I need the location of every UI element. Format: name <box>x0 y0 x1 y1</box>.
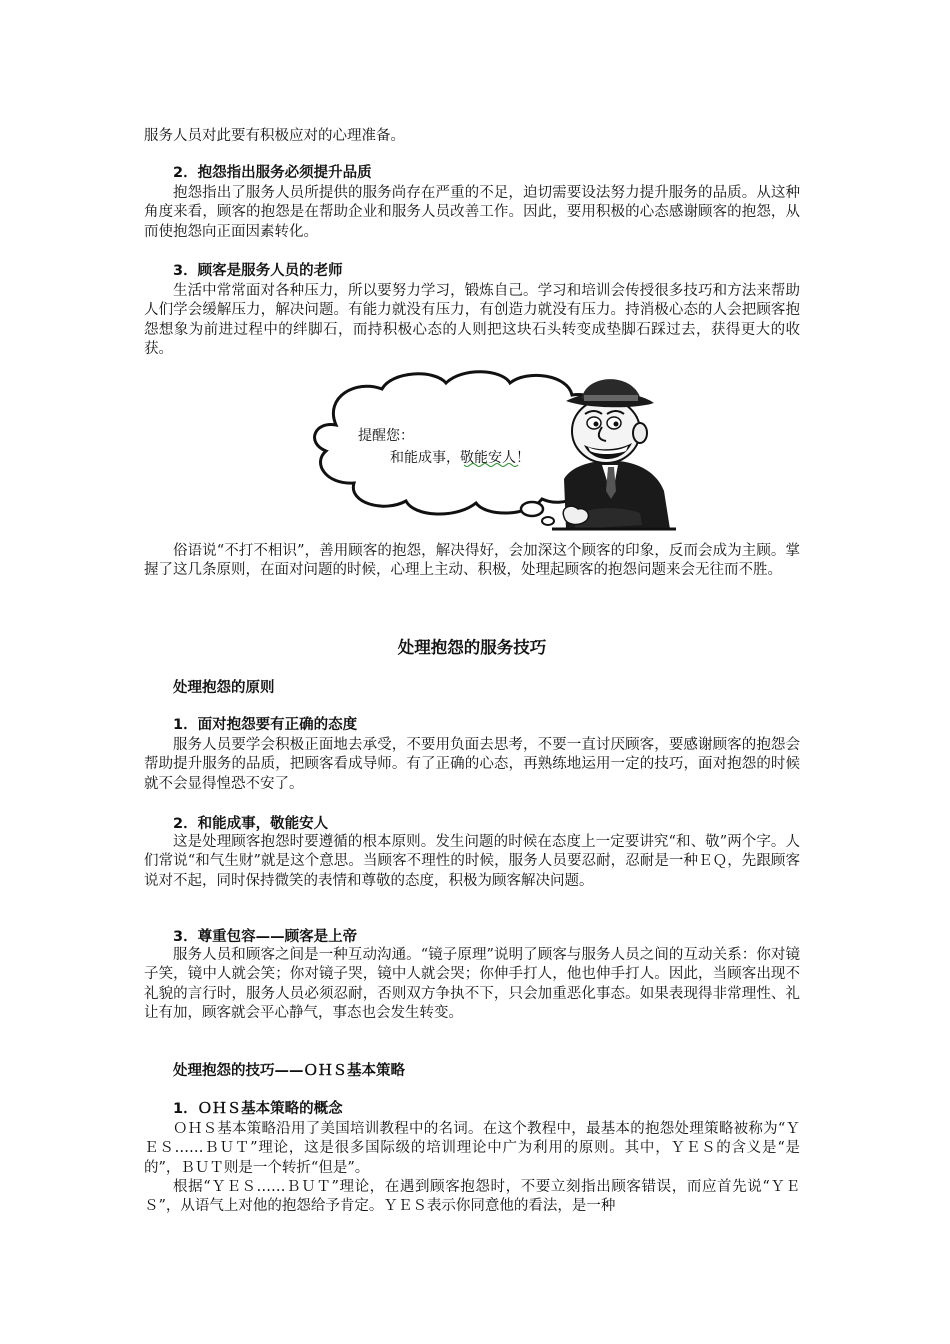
intro-line: 服务人员对此要有积极应对的心理准备。 <box>144 128 405 144</box>
reminder-figure <box>296 367 688 535</box>
ohs-concept-heading: 1．ＯＨＳ基本策略的概念 <box>173 1101 343 1117</box>
principle-1-body: 服务人员要学会积极正面地去承受，不要用负面去思考，不要一直讨厌顾客，要感谢顾客的抱怨会帮助提升服务的品质，把顾客看成导师。有了正确的心态，再熟练地运用一定的技巧，面对抱怨的时候就不会显得惶恐不安了。 <box>144 737 800 792</box>
ohs-concept-body-2: 根据“ＹＥＳ……ＢＵＴ”理论，在遇到顾客抱怨时，不要立刻指出顾客错误，而应首先说“ＹＥＳ”，从语气上对他的抱怨给予肯定。ＹＥＳ表示你同意他的看法，是一种 <box>144 1179 800 1215</box>
ohs-heading: 处理抱怨的技巧——ＯＨＳ基本策略 <box>173 1063 405 1079</box>
principle-3-body: 服务人员和顾客之间是一种互动沟通。“镜子原理”说明了顾客与服务人员之间的互动关系：你对镜子笑，镜中人就会笑；你对镜子哭，镜中人就会哭；你伸手打人，他也伸手打人。因此，当顾客出现不礼貌的言行时，服务人员必须忍耐，否则双方争执不下，只会加重恶化事态。如果表现得非常理性、礼让有加，顾客就会平心静气，事态也会发生转变。 <box>144 947 800 1021</box>
cloud-text-reminder: 提醒您： <box>358 428 414 444</box>
cloud-tail-bubble-small <box>542 517 554 525</box>
section-body-3: 生活中常常面对各种压力，所以要努力学习，锻炼自己。学习和培训会传授很多技巧和方法来帮助人们学会缓解压力，解决问题。有能力就没有压力，有创造力就没有压力。持消极心态的人会把顾客抱怨想象为前进过程中的绊脚石，而持积极心态的人则把这块石头转变成垫脚石踩过去，获得更大的收获。 <box>144 283 800 357</box>
principle-3-heading: 3．尊重包容——顾客是上帝 <box>173 929 358 945</box>
cloud-tail-bubble-large <box>521 502 543 516</box>
page-title: 处理抱怨的服务技巧 <box>397 638 547 657</box>
principle-2-body: 这是处理顾客抱怨时要遵循的根本原则。发生问题的时候在态度上一定要讲究“和、敬”两个字。人们常说“和气生财”就是这个意思。当顾客不理性的时候，服务人员要忍耐，忍耐是一种ＥＱ，先跟顾客说对不起，同时保持微笑的表情和尊敬的态度，积极为顾客解决问题。 <box>144 834 800 889</box>
proverb-paragraph: 俗语说“不打不相识”，善用顾客的抱怨，解决得好，会加深这个顾客的印象，反而会成为主顾。掌握了这几条原则，在面对问题的时候，心理上主动、积极，处理起顾客的抱怨问题来会无往而不胜。 <box>144 543 800 579</box>
cloud-text-motto: 和能成事，敬能安人！ <box>390 450 530 466</box>
principles-heading: 处理抱怨的原则 <box>173 680 275 696</box>
section-heading-3: 3．顾客是服务人员的老师 <box>173 263 343 279</box>
section-heading-2: 2．抱怨指出服务必须提升品质 <box>173 165 372 181</box>
section-body-2: 抱怨指出了服务人员所提供的服务尚存在严重的不足，迫切需要设法努力提升服务的品质。从这种角度来看，顾客的抱怨是在帮助企业和服务人员改善工作。因此，要用积极的心态感谢顾客的抱怨，从而使抱怨向正面因素转化。 <box>144 185 800 240</box>
document-page <box>144 0 800 1344</box>
principle-1-heading: 1．面对抱怨要有正确的态度 <box>173 717 358 733</box>
ohs-concept-body-1: ＯＨＳ基本策略沿用了美国培训教程中的名词。在这个教程中，最基本的抱怨处理策略被称为“ＹＥＳ……ＢＵＴ”理论，这是很多国际级的培训理论中广为利用的原则。其中，ＹＥＳ的含义是“是的”，ＢＵＴ则是一个转折“但是”。 <box>144 1121 800 1176</box>
principle-2-heading: 2．和能成事，敬能安人 <box>173 816 329 832</box>
